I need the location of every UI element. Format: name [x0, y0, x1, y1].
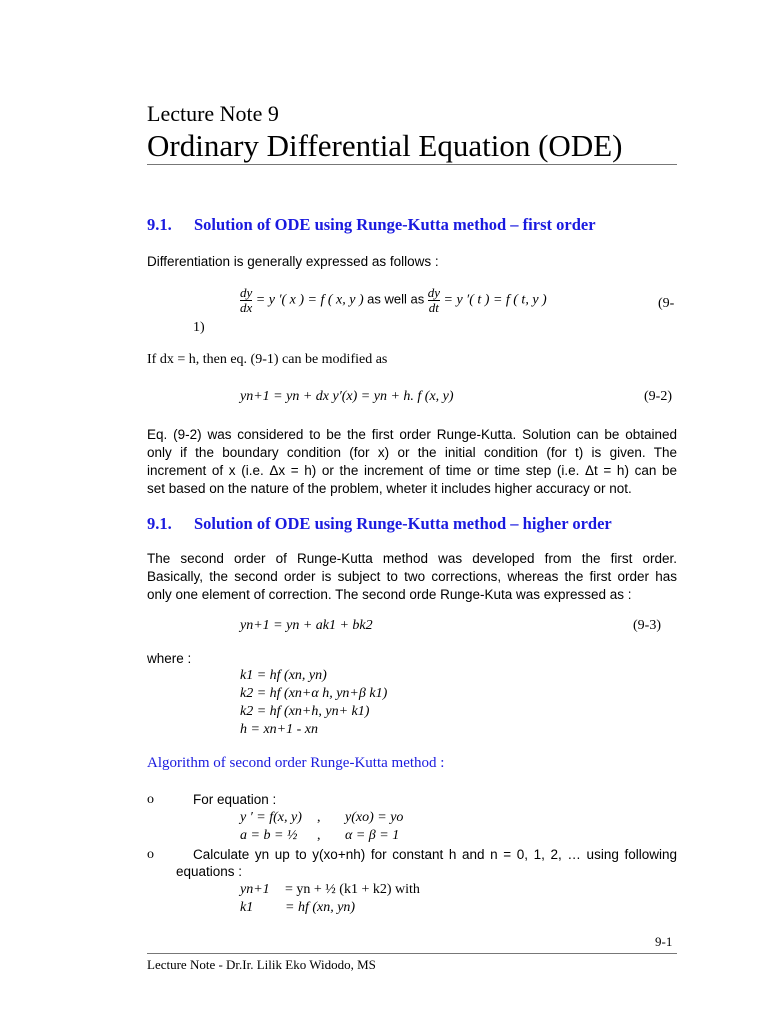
equation-9-3: yn+1 = yn + ak1 + bk2 [240, 618, 373, 633]
algorithm-heading: Algorithm of second order Runge-Kutta method : [147, 755, 445, 771]
separator: , [317, 810, 321, 825]
ode-statement: y ′ = f(x, y) [240, 810, 302, 825]
initial-condition: y(xo) = yo [345, 810, 404, 825]
k2-definition: k2 = hf (xn+α h, yn+β k1) [240, 686, 388, 701]
lecture-label: Lecture Note 9 [147, 101, 279, 126]
section-number: 9.1. [147, 215, 172, 234]
coefficients-ab: a = b = ½ [240, 828, 298, 843]
coefficients-alpha-beta: α = β = 1 [345, 828, 400, 843]
as-well-as-text: as well as [367, 291, 425, 307]
k1-rhs: = hf (xn, yn) [285, 900, 356, 915]
where-label: where : [147, 651, 192, 666]
paragraph-line: only if the boundary condition (for x) or the initial condition (for t) is given. The [147, 445, 677, 460]
fraction-dy-dx [240, 286, 252, 315]
k1-definition: k1 = hf (xn, yn) [240, 668, 327, 683]
k1-lhs: k1 [240, 900, 254, 915]
paragraph-first-order [147, 426, 677, 498]
yn1-lhs: yn+1 [240, 882, 270, 897]
equation-9-1 [240, 286, 547, 315]
numerator: dy [427, 285, 440, 300]
intro-text: Differentiation is generally expressed as follows : [147, 254, 439, 269]
h-definition: h = xn+1 - xn [240, 722, 318, 737]
section-heading-higher-order [147, 514, 612, 534]
yn1-rhs: = yn + ½ (k1 + k2) with [285, 882, 420, 897]
footer-rule [147, 953, 677, 954]
section-title: Solution of ODE using Runge-Kutta method – first order [194, 215, 596, 234]
denominator: dx [240, 300, 253, 315]
bullet-calculate-line1: Calculate yn up to y(xo+nh) for constant h and n = 0, 1, 2, … using following [193, 847, 677, 862]
if-line: If dx = h, then eq. (9-1) can be modified as [147, 352, 388, 367]
paragraph-higher-order [147, 550, 677, 604]
bullet-marker: o [147, 792, 154, 807]
bullet-calculate-line2: equations : [176, 864, 243, 879]
equation-number-9-1b: 1) [193, 320, 205, 335]
paragraph-line: Eq. (9-2) was considered to be the first order Runge-Kutta. Solution can be obtained [147, 427, 677, 442]
equation-number-9-2: (9-2) [644, 389, 672, 404]
paragraph-line: set based on the nature of the problem, wheter it includes higher accuracy or not. [147, 481, 632, 496]
paragraph-line: Basically, the second order is subject to two corrections, whereas the first order has [147, 569, 677, 584]
equation-number-9-3: (9-3) [633, 618, 661, 633]
page-title: Ordinary Differential Equation (ODE) [147, 128, 623, 163]
paragraph-line: only one element of correction. The second orde Runge-Kuta was expressed as : [147, 587, 632, 602]
section-title: Solution of ODE using Runge-Kutta method – higher order [194, 514, 612, 533]
equation-number-9-1a: (9- [658, 296, 675, 311]
bullet-marker: o [147, 847, 154, 862]
section-number: 9.1. [147, 514, 172, 533]
page-number: 9-1 [655, 934, 673, 949]
k2-alt-definition: k2 = hf (xn+h, yn+ k1) [240, 704, 370, 719]
paragraph-line: increment of x (i.e. Δx = h) or the increment of time or time step (i.e. Δt = h) can be [147, 463, 677, 478]
section-heading-first-order [147, 215, 596, 235]
fraction-dy-dt [428, 286, 440, 315]
denominator: dt [428, 300, 439, 315]
equation-rhs-2: = y ′( t ) = f ( t, y ) [443, 292, 547, 308]
separator: , [317, 828, 321, 843]
paragraph-line: The second order of Runge-Kutta method was developed from the first order. [147, 551, 677, 566]
equation-rhs: = y ′( x ) = f ( x, y ) [255, 292, 364, 308]
equation-9-2: yn+1 = yn + dx y′(x) = yn + h. f (x, y) [240, 389, 454, 404]
title-rule [147, 164, 677, 165]
bullet-for-equation: For equation : [193, 792, 277, 807]
numerator: dy [240, 285, 253, 300]
footer-author: Lecture Note - Dr.Ir. Lilik Eko Widodo, MS [147, 957, 376, 972]
